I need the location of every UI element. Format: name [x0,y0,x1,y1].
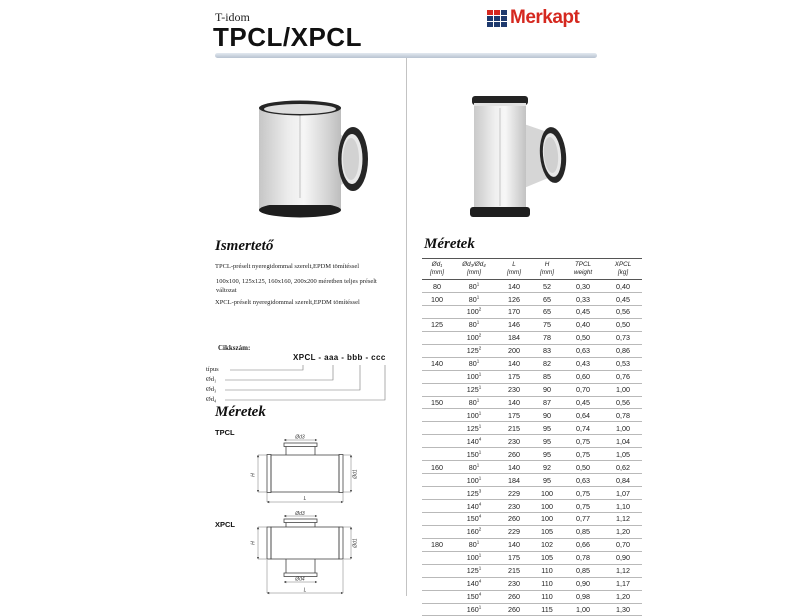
cell-L: 230 [496,500,532,513]
cell-tpcl-weight: 0,70 [562,383,604,396]
cell-d34: $80^1$ [452,396,496,409]
xpcl-dim-l: L [303,587,307,594]
cell-H: 95 [532,422,562,435]
col-H: H [mm] [532,259,562,280]
xpcl-dim-h: H [250,541,257,545]
description-line-2: 100x100, 125x125, 160x160, 200x200 méretben teljes préselt változat [216,278,377,295]
table-row [422,409,642,422]
cell-xpcl-kg: 0,56 [604,396,642,409]
description-line-1: TPCL-préselt nyeregidommal szerelt,EPDM tömítéssel [215,263,360,270]
cell-xpcl-kg: 1,20 [604,590,642,603]
table-row [422,538,642,551]
cell-H: 102 [532,538,562,551]
table-row [422,305,642,318]
cell-xpcl-kg: 0,84 [604,474,642,487]
cell-L: 146 [496,318,532,331]
cell-H: 83 [532,344,562,357]
cell-tpcl-weight: 0,43 [562,357,604,370]
table-row [422,422,642,435]
cell-xpcl-kg: 1,05 [604,448,642,461]
cell-H: 110 [532,590,562,603]
cell-tpcl-weight: 0,40 [562,318,604,331]
brand-logo [487,7,579,29]
cell-d34: $140^4$ [452,435,496,448]
cell-H: 105 [532,525,562,538]
cell-d1 [422,448,452,461]
cell-d1 [422,370,452,383]
cell-H: 100 [532,512,562,525]
cell-H: 95 [532,448,562,461]
table-row [422,461,642,474]
cell-tpcl-weight: 0,33 [562,293,604,306]
size-table [422,258,642,616]
cell-H: 115 [532,603,562,616]
ismerteto-heading: Ismertető [215,238,274,254]
cell-d1 [422,409,452,422]
xpcl-dim-d4: Ød4 [295,576,305,583]
cell-xpcl-kg: 0,78 [604,409,642,422]
cell-d34: $125^3$ [452,487,496,500]
cell-tpcl-weight: 0,63 [562,344,604,357]
col-L: L [mm] [496,259,532,280]
cell-H: 95 [532,474,562,487]
tpcl-dim-d1: Ød1 [352,469,359,479]
cell-d34: $140^4$ [452,577,496,590]
cell-d1 [422,331,452,344]
cell-d1: 140 [422,357,452,370]
cell-L: 140 [496,280,532,293]
tpcl-dim-l: L [303,496,307,502]
cell-tpcl-weight: 0,30 [562,280,604,293]
cell-H: 90 [532,409,562,422]
brand-name: Merkapt [510,7,580,28]
cell-L: 140 [496,461,532,474]
cell-d34: $80^1$ [452,280,496,293]
cell-xpcl-kg: 1,04 [604,435,642,448]
cell-xpcl-kg: 1,07 [604,487,642,500]
cell-L: 229 [496,487,532,500]
cell-xpcl-kg: 1,12 [604,512,642,525]
cell-xpcl-kg: 0,50 [604,318,642,331]
cell-xpcl-kg: 0,86 [604,344,642,357]
legend-tipus: típus [206,366,219,373]
cell-tpcl-weight: 0,85 [562,564,604,577]
cell-d1: 180 [422,538,452,551]
xpcl-dimension-drawing [250,511,360,599]
cell-d1: 160 [422,461,452,474]
cell-tpcl-weight: 0,85 [562,525,604,538]
cell-d1 [422,512,452,525]
cell-L: 184 [496,331,532,344]
cell-d34: $150^4$ [452,512,496,525]
cell-d34: $80^1$ [452,293,496,306]
table-row [422,474,642,487]
table-row [422,448,642,461]
cell-d34: $80^1$ [452,538,496,551]
meretek-left-heading: Méretek [215,404,266,420]
cell-tpcl-weight: 0,75 [562,487,604,500]
cell-H: 65 [532,305,562,318]
cell-xpcl-kg: 0,45 [604,293,642,306]
col-xpcl-kg: XPCL [kg] [604,259,642,280]
cell-d1 [422,525,452,538]
cell-tpcl-weight: 0,75 [562,448,604,461]
table-row [422,293,642,306]
cell-d34: $100^1$ [452,474,496,487]
cell-L: 175 [496,551,532,564]
description-line-3: XPCL-préselt nyeregidommal szerelt,EPDM tömítéssel [215,299,360,306]
table-row [422,435,642,448]
table-row [422,551,642,564]
cell-d1 [422,435,452,448]
table-row [422,370,642,383]
cell-tpcl-weight: 0,77 [562,512,604,525]
cell-d34: $125^2$ [452,344,496,357]
cell-H: 75 [532,318,562,331]
cell-d34: $125^1$ [452,383,496,396]
legend-d4: Ød₄ [206,396,217,403]
cell-d1 [422,603,452,616]
cell-H: 65 [532,293,562,306]
cell-L: 140 [496,357,532,370]
xpcl-drawing-label: XPCL [215,520,236,529]
cell-d1 [422,590,452,603]
cell-tpcl-weight: 0,50 [562,461,604,474]
cell-d1 [422,577,452,590]
tpcl-dim-h: H [250,473,257,477]
cell-H: 90 [532,383,562,396]
cell-xpcl-kg: 0,90 [604,551,642,564]
cell-xpcl-kg: 1,00 [604,422,642,435]
cell-tpcl-weight: 0,63 [562,474,604,487]
cell-d34: $100^1$ [452,370,496,383]
cell-H: 87 [532,396,562,409]
cell-tpcl-weight: 0,90 [562,577,604,590]
cell-L: 260 [496,603,532,616]
cell-d34: $125^1$ [452,422,496,435]
cell-d1 [422,344,452,357]
xpcl-dim-d1: Ød1 [352,538,359,548]
table-row [422,318,642,331]
table-row [422,512,642,525]
cell-H: 110 [532,577,562,590]
cell-L: 126 [496,293,532,306]
table-row [422,525,642,538]
tpcl-product-photo [225,70,405,235]
cell-L: 230 [496,383,532,396]
cell-d34: $150^4$ [452,590,496,603]
cell-d1 [422,564,452,577]
cell-xpcl-kg: 0,56 [604,305,642,318]
cell-H: 92 [532,461,562,474]
cell-d1: 125 [422,318,452,331]
cell-xpcl-kg: 0,40 [604,280,642,293]
cell-d34: $100^2$ [452,331,496,344]
table-row [422,357,642,370]
cell-xpcl-kg: 0,73 [604,331,642,344]
doc-title: TPCL/XPCL [213,22,362,52]
cell-tpcl-weight: 1,00 [562,603,604,616]
cell-d34: $100^1$ [452,551,496,564]
cell-d1 [422,551,452,564]
cell-L: 175 [496,370,532,383]
cell-L: 140 [496,396,532,409]
cell-d34: $80^1$ [452,357,496,370]
cell-L: 200 [496,344,532,357]
cell-L: 215 [496,564,532,577]
size-table-header [422,259,642,280]
tpcl-dim-d3: Ød3 [295,434,305,441]
brand-grid-icon [487,10,507,27]
cell-xpcl-kg: 1,30 [604,603,642,616]
cell-H: 95 [532,435,562,448]
cell-d1: 80 [422,280,452,293]
cell-L: 170 [496,305,532,318]
cell-d1 [422,474,452,487]
cell-L: 260 [496,512,532,525]
article-code: XPCL - aaa - bbb - ccc [293,353,386,362]
cell-d1 [422,305,452,318]
cell-tpcl-weight: 0,78 [562,551,604,564]
legend-d1: Ød₁ [206,376,217,383]
cell-tpcl-weight: 0,75 [562,435,604,448]
size-table-body [422,280,642,616]
cell-d34: $100^2$ [452,305,496,318]
cell-d1: 100 [422,293,452,306]
cell-d1 [422,487,452,500]
cell-L: 184 [496,474,532,487]
cell-xpcl-kg: 0,53 [604,357,642,370]
xpcl-dim-d3: Ød3 [295,510,305,517]
cell-xpcl-kg: 0,70 [604,538,642,551]
cell-H: 105 [532,551,562,564]
cell-d34: $160^2$ [452,525,496,538]
table-row [422,280,642,293]
cell-H: 52 [532,280,562,293]
cell-L: 260 [496,590,532,603]
cell-L: 260 [496,448,532,461]
cell-L: 175 [496,409,532,422]
cell-tpcl-weight: 0,74 [562,422,604,435]
cell-tpcl-weight: 0,60 [562,370,604,383]
cell-tpcl-weight: 0,50 [562,331,604,344]
cell-xpcl-kg: 1,10 [604,500,642,513]
cell-d1 [422,422,452,435]
meretek-right-heading: Méretek [424,236,475,252]
cell-d1 [422,383,452,396]
code-connector-lines [205,352,405,408]
table-row [422,577,642,590]
column-divider [406,58,407,596]
cell-tpcl-weight: 0,45 [562,305,604,318]
cell-xpcl-kg: 1,12 [604,564,642,577]
col-tpcl-weight: TPCL weight [562,259,604,280]
cell-xpcl-kg: 1,17 [604,577,642,590]
table-row [422,383,642,396]
table-row [422,331,642,344]
cell-xpcl-kg: 1,20 [604,525,642,538]
table-row [422,500,642,513]
cell-d34: $160^1$ [452,603,496,616]
cell-H: 100 [532,500,562,513]
cell-d34: $150^1$ [452,448,496,461]
cell-H: 100 [532,487,562,500]
table-row [422,590,642,603]
cell-d1 [422,500,452,513]
cell-xpcl-kg: 1,00 [604,383,642,396]
cell-L: 230 [496,577,532,590]
cell-d34: $80^1$ [452,318,496,331]
cikkszam-label: Cikkszám: [218,344,251,352]
table-row [422,344,642,357]
doc-subtitle: T-idom [215,10,250,24]
tpcl-drawing-label: TPCL [215,428,235,437]
cell-H: 78 [532,331,562,344]
col-d1: Ød₁ [mm] [422,259,452,280]
cell-xpcl-kg: 0,62 [604,461,642,474]
cell-H: 85 [532,370,562,383]
table-row [422,396,642,409]
cell-tpcl-weight: 0,64 [562,409,604,422]
table-row [422,564,642,577]
cell-tpcl-weight: 0,66 [562,538,604,551]
cell-d34: $140^4$ [452,500,496,513]
cell-L: 229 [496,525,532,538]
tpcl-dimension-drawing [250,434,360,514]
cell-H: 110 [532,564,562,577]
xpcl-product-photo [445,70,605,235]
col-d34: Ød₃/Ød₄ [mm] [452,259,496,280]
cell-xpcl-kg: 0,76 [604,370,642,383]
cell-tpcl-weight: 0,75 [562,500,604,513]
cell-H: 82 [532,357,562,370]
legend-d3: Ød₃ [206,386,217,393]
cell-d34: $80^1$ [452,461,496,474]
cell-tpcl-weight: 0,45 [562,396,604,409]
table-row [422,603,642,616]
cell-L: 215 [496,422,532,435]
cell-tpcl-weight: 0,98 [562,590,604,603]
cell-d34: $125^1$ [452,564,496,577]
table-row [422,487,642,500]
cell-d34: $100^1$ [452,409,496,422]
cell-d1: 150 [422,396,452,409]
cell-L: 140 [496,538,532,551]
cell-L: 230 [496,435,532,448]
